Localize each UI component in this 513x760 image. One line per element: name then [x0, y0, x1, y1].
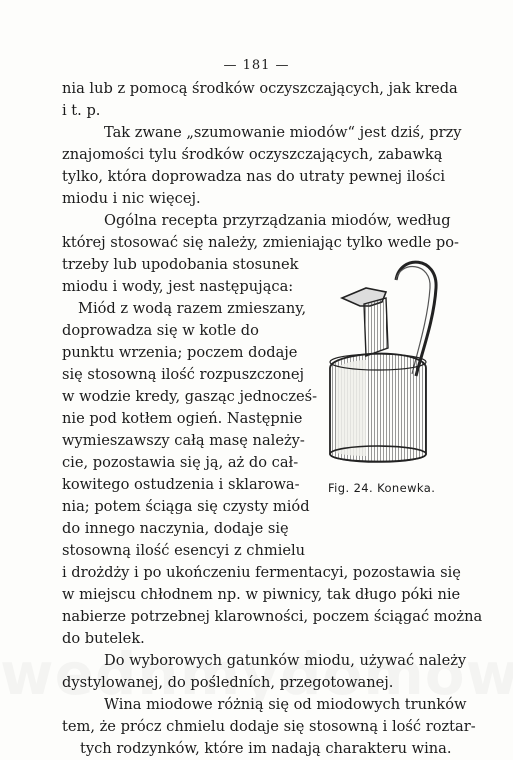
- text-line: tych rodzynków, które im nadają charakteru wina.: [80, 740, 452, 757]
- text-line: nie pod kotłem ogień. Następnie: [62, 410, 303, 427]
- text-line: trzeby lub upodobania stosunek: [62, 256, 299, 273]
- text-line: dystylowanej, do pośledních, przegotowanej.: [62, 674, 394, 691]
- text-line: wymieszawszy całą masę należy-: [62, 432, 305, 449]
- figure-caption: Fig. 24. Konewka.: [328, 481, 436, 495]
- text-line: w wodzie kredy, gasząc jednocześ-: [62, 388, 318, 405]
- text-line: do butelek.: [62, 630, 145, 647]
- text-line: tylko, która doprowadza nas do utraty pewnej ilości: [62, 168, 446, 185]
- text-line: Tak zwane „szumowanie miodów“ jest dziś, przy: [104, 124, 462, 141]
- text-line: tem, że prócz chmielu dodaje się stosowną i lość roztar-: [62, 718, 476, 735]
- text-line: się stosowną ilość rozpuszczonej: [62, 366, 305, 383]
- text-line: stosowną ilość esencyi z chmielu: [62, 542, 306, 559]
- text-line: i drożdży i po ukończeniu fermentacyi, pozostawia się: [62, 564, 461, 581]
- text-line: Miód z wodą razem zmieszany,: [78, 300, 307, 317]
- text-line: kowitego ostudzenia i sklarowa-: [62, 476, 300, 493]
- text-line: nabierze potrzebnej klarowności, poczem ściągać można: [62, 608, 483, 625]
- watering-can-illustration: [326, 258, 450, 468]
- text-line: punktu wrzenia; poczem dodaje: [62, 344, 298, 361]
- text-line: miodu i nic więcej.: [62, 190, 201, 207]
- text-line: Ogólna recepta przyrządzania miodów, według: [104, 212, 451, 229]
- page-number: — 181 —: [223, 58, 290, 73]
- text-line: której stosować się należy, zmieniając tylko wedle po-: [62, 234, 459, 251]
- text-line: nia; potem ściąga się czysty miód: [62, 498, 310, 515]
- text-line: nia lub z pomocą środków oczyszczających, jak kreda: [62, 80, 458, 97]
- text-line: Do wyborowych gatunków miodu, używać należy: [104, 652, 467, 669]
- text-line: do innego naczynia, dodaje się: [62, 520, 289, 537]
- text-line: znajomości tylu środków oczyszczających, zabawką: [62, 146, 443, 163]
- text-line: w miejscu chłodnem np. w piwnicy, tak długo póki nie: [62, 586, 461, 603]
- text-line: miodu i wody, jest następująca:: [62, 278, 294, 295]
- text-line: i t. p.: [62, 102, 101, 119]
- text-line: cie, pozostawia się ją, aż do cał-: [62, 454, 299, 471]
- text-line: Wina miodowe różnią się od miodowych trunków: [104, 696, 467, 713]
- text-line: doprowadza się w kotle do: [62, 322, 259, 339]
